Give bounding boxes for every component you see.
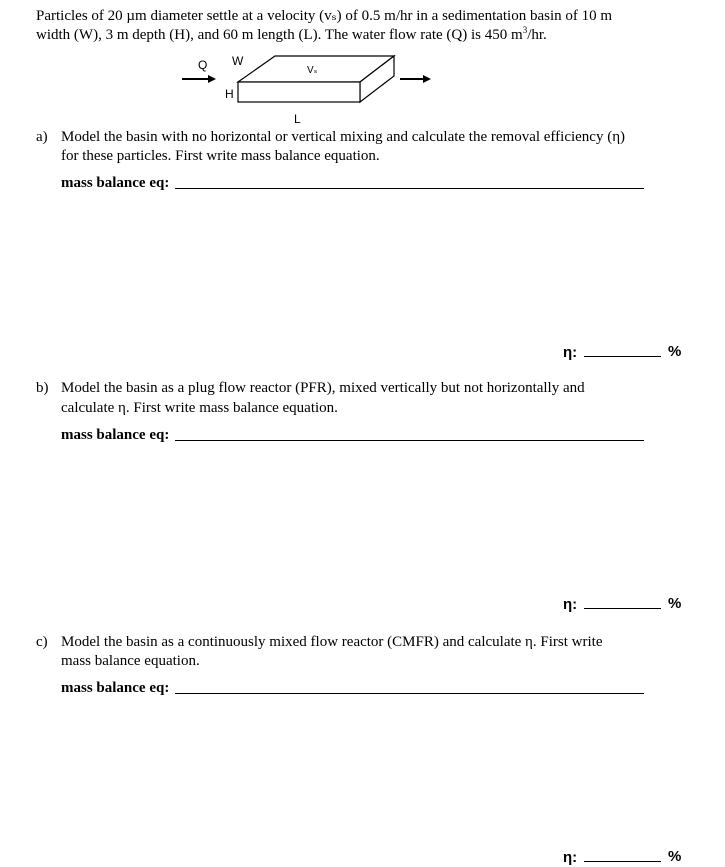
part-c-mass-balance-answer-line[interactable]: [175, 693, 644, 694]
part-b-letter: b): [36, 380, 49, 396]
part-a-mass-balance-answer-line[interactable]: [175, 188, 644, 189]
q-label: Q: [198, 58, 208, 72]
problem-statement-line-1: Particles of 20 µm diameter settle at a velocity (vₛ) of 0.5 m/hr in a sedimentation basin of 10 m: [36, 8, 613, 24]
inflow-arrow-head: [208, 75, 216, 83]
part-c-letter: c): [36, 634, 48, 650]
basin-front-face: [238, 82, 360, 102]
vs-label: Vₛ: [307, 65, 318, 76]
problem-statement-line-2-text: width (W), 3 m depth (H), and 60 m length (L). The water flow rate (Q) is 450 m: [36, 27, 523, 43]
part-c-mass-balance-label: mass balance eq:: [61, 680, 170, 696]
part-a-question-line-1: Model the basin with no horizontal or vertical mixing and calculate the removal efficiency (η): [61, 129, 626, 145]
cubic-superscript: 3: [522, 25, 528, 35]
part-a-eta-label: η:: [563, 344, 578, 361]
part-c-eta-answer-line[interactable]: [584, 861, 661, 862]
h-label: H: [225, 87, 234, 101]
part-c-percent-unit: %: [668, 848, 682, 865]
part-c-question-line-2: mass balance equation.: [61, 653, 200, 669]
part-b-question-line-1: Model the basin as a plug flow reactor (PFR), mixed vertically but not horizontally and: [61, 380, 585, 396]
part-b-eta-answer-line[interactable]: [584, 608, 661, 609]
part-c-question-line-1: Model the basin as a continuously mixed flow reactor (CMFR) and calculate η. First write: [61, 634, 603, 650]
problem-statement-line-2: [36, 26, 547, 45]
part-b-percent-unit: %: [668, 595, 682, 612]
w-label: W: [232, 54, 244, 68]
outflow-arrow-head: [423, 75, 431, 83]
part-b-eta-label: η:: [563, 596, 578, 613]
part-a-letter: a): [36, 129, 48, 145]
l-label: L: [294, 112, 301, 126]
part-a-mass-balance-label: mass balance eq:: [61, 175, 170, 191]
problem-statement-line-2-end: /hr.: [527, 27, 547, 43]
part-b-mass-balance-label: mass balance eq:: [61, 427, 170, 443]
part-b-question-line-2: calculate η. First write mass balance equation.: [61, 400, 338, 416]
part-c-eta-label: η:: [563, 849, 578, 866]
part-b-mass-balance-answer-line[interactable]: [175, 440, 644, 441]
part-a-percent-unit: %: [668, 343, 682, 360]
part-a-eta-answer-line[interactable]: [584, 356, 661, 357]
basin-diagram: [170, 48, 450, 128]
part-a-question-line-2: for these particles. First write mass balance equation.: [61, 148, 380, 164]
